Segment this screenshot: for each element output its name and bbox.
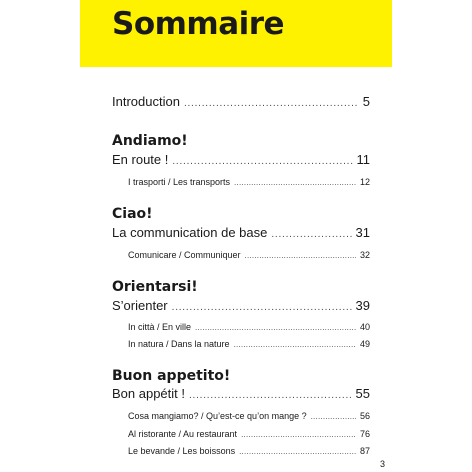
toc-entry-communication: [112, 225, 370, 240]
section-heading-buon-appetito: Buon appetito!: [112, 368, 231, 384]
toc-subentry-label: I trasporti / Les transports: [128, 177, 231, 187]
toc-subentry-cosa-mangiamo: [128, 411, 370, 421]
toc-subentry-page: 76: [359, 429, 370, 439]
toc-subentry-label: Le bevande / Les boissons: [128, 446, 236, 456]
toc-subentry-page: 87: [359, 446, 370, 456]
dot-leader: [234, 340, 356, 349]
toc-subentry-label: In città / En ville: [128, 322, 192, 332]
toc-entry-page: 39: [355, 298, 370, 313]
section-heading-ciao: Ciao!: [112, 206, 153, 222]
section-heading-andiamo: Andiamo!: [112, 133, 188, 149]
toc-entry-bon-appetit: [112, 386, 370, 401]
toc-subentry-page: 40: [359, 322, 370, 332]
toc-entry-page: 31: [355, 225, 370, 240]
toc-entry-page: 55: [355, 386, 370, 401]
dot-leader: [172, 302, 352, 313]
toc-subentry-in-natura: [128, 339, 370, 349]
dot-leader: [195, 323, 356, 332]
toc-entry-label: Introduction: [112, 94, 180, 109]
page-title: Sommaire: [112, 6, 285, 42]
toc-entry-label: La communication de base: [112, 225, 268, 240]
toc-entry-page: 11: [356, 152, 370, 167]
toc-entry-label: Bon appétit !: [112, 386, 185, 401]
toc-subentry-in-citta: [128, 322, 370, 332]
toc-subentry-le-bevande: [128, 446, 370, 456]
toc-subentry-page: 12: [359, 177, 370, 187]
toc-subentry-label: Al ristorante / Au restaurant: [128, 429, 238, 439]
dot-leader: [172, 156, 352, 167]
dot-leader: [234, 178, 356, 187]
toc-entry-introduction: [112, 94, 370, 109]
dot-leader: [184, 98, 359, 109]
dot-leader: [189, 390, 352, 401]
toc-subentry-trasporti: [128, 177, 370, 187]
toc-subentry-page: 56: [359, 411, 370, 421]
toc-subentry-page: 32: [359, 250, 370, 260]
page-number: 3: [380, 459, 386, 469]
toc-entry-sorienter: [112, 298, 370, 313]
section-heading-orientarsi: Orientarsi!: [112, 279, 198, 295]
toc-entry-label: S’orienter: [112, 298, 168, 313]
toc-subentry-label: Comunicare / Communiquer: [128, 250, 241, 260]
toc-entry-page: 5: [362, 94, 370, 109]
toc-subentry-page: 49: [359, 339, 370, 349]
toc-subentry-comunicare: [128, 250, 370, 260]
toc-subentry-al-ristorante: [128, 429, 370, 439]
toc-entry-en-route: [112, 152, 370, 167]
dot-leader: [311, 412, 356, 421]
dot-leader: [271, 229, 351, 240]
toc-subentry-label: In natura / Dans la nature: [128, 339, 230, 349]
dot-leader: [241, 430, 356, 439]
toc-subentry-label: Cosa mangiamo? / Qu’est-ce qu’on mange ?: [128, 411, 307, 421]
toc-entry-label: En route !: [112, 152, 169, 167]
dot-leader: [245, 251, 356, 260]
dot-leader: [239, 447, 356, 456]
